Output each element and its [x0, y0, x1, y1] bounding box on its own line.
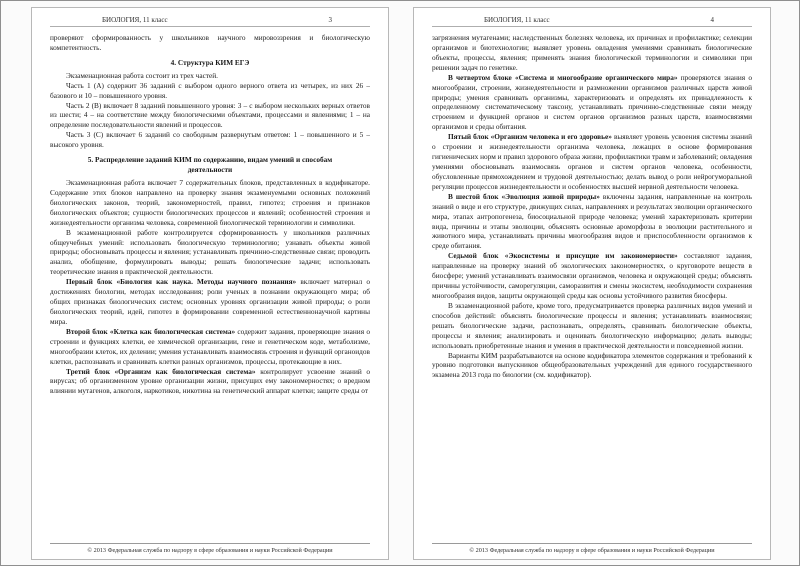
paragraph-lead: Второй блок «Клетка как биологическая система» [66, 326, 236, 336]
paragraph: В четвертом блоке «Система и многообразие органического мира» проверяются знания о многообразии, строении, жизнедеятельности и размножении организмов различных царств живой природы; умения сравнивать организмы, характеризовать и определять их принадлежность к определенному систематическому таксону, устанавливать причинно-следственные связи между строением и функцией органов и систем органов организмов разных царств, взаимосвязями организмов и среды обитания. [432, 72, 752, 132]
paragraph: Пятый блок «Организм человека и его здоровье» выявляет уровень усвоения системы знаний о строении и жизнедеятельности организма человека, лежащих в основе формирования гигиенических норм и правил здорового образа жизни, профилактики травм и заболеваний; овладения умениями обосновывать взаимосвязь органов и систем органов человека, особенности, обусловленные прямохождением и трудовой деятельностью; делать вывод о роли нейрогуморальной регуляции процессов жизнедеятельности и особенностях высшей нервной деятельности человека. [432, 132, 752, 191]
paragraph: Седьмой блок «Экосистемы и присущие им закономерности» составляют задания, направленные на проверку знаний об экологических закономерностях, о круговороте веществ в биосфере; умений устанавливать взаимосвязи организмов, человека и окружающей среды; объяснять причины устойчивости, саморегуляции, саморазвития и смены экосистем, необходимости сохранения многообразия видов, защиты окружающей среды как основы устойчивого развития биосферы. [432, 251, 752, 300]
paragraph-lead: Пятый блок «Организм человека и его здоровье» [448, 132, 612, 142]
paragraph-lead: Третий блок «Организм как биологическая система» [66, 366, 256, 376]
paragraph: Второй блок «Клетка как биологическая система» содержит задания, проверяющие знания о строении и функциях клетки, ее химической организации, гене и генетическом коде, метаболизме, многообразии клеток, их делении; умения устанавливать взаимосвязь строения и функций органоидов клетки, распознавать и сравнивать клетки разных организмов, процессы, протекающие в них. [50, 326, 370, 366]
paragraph: Экзаменационная работа состоит из трех частей. [66, 70, 218, 80]
paragraph: Часть 2 (В) включает 8 заданий повышенного уровня: 3 – с выбором нескольких верных ответов из шести; 4 – на соответствие между биологическими объектами, процессами и явлениями; 1 – на определение последовательности явлений и процессов. [50, 100, 370, 130]
paragraph: Третий блок «Организм как биологическая система» контролирует усвоение знаний о вирусах; об организменном уровне организации жизни, присущих ему закономерностях; о вредном влиянии мутагенов, алкоголя, наркотиков, никотина на генетический аппарат клетки; защите среды от [50, 366, 370, 396]
header-title: БИОЛОГИЯ, 11 класс [102, 16, 168, 24]
header-title: БИОЛОГИЯ, 11 класс [484, 16, 550, 24]
page-number: 4 [710, 16, 714, 24]
paragraph-lead: В шестой блок «Эволюция живой природы» [448, 191, 600, 201]
page-footer: © 2013 Федеральная служба по надзору в сфере образования и науки Российской Федерации [50, 543, 370, 554]
paragraph: В шестой блок «Эволюция живой природы» включены задания, направленные на контроль знаний о виде и его структуре, движущих силах, направлениях и результатах эволюции органического мира, этапах антропогенеза, биосоциальной природе человека; умений характеризовать критерии вида, причины и этапы эволюции, объяснять основные ароморфозы в эволюции растительного и животного мира, устанавливать причины многообразия видов и приспособленности организмов к среде обитания. [432, 191, 752, 251]
paragraph: В экзаменационной работе, кроме того, предусматривается проверка различных видов умений и способов действий: объяснять биологические процессы и явления; устанавливать взаимосвязи; решать биологические задачи, распознавать, определять, сравнивать биологические объекты, процессы и явления; анализировать и оценивать биологическую информацию; делать выводы; использовать приобретенные знания и умения в практической деятельности и повседневной жизни. [432, 300, 752, 350]
paragraph: Экзаменационная работа включает 7 содержательных блоков, представленных в кодификаторе. Содержание этих блоков направлено на проверку знания экзаменуемыми основных положений биологических законов, теорий, закономерностей, правил, гипотез; строения и признаков биологических объектов; сущности биологических процессов и явлений; особенностей строения и жизнедеятельности организма человека, современной биологической терминологии и символики. [50, 177, 370, 227]
paragraph: проверяют сформированность у школьников научного мировоззрения и биологическую компетентность. [50, 33, 370, 52]
paragraph: Варианты КИМ разрабатываются на основе кодификатора элементов содержания и требований к уровню подготовки выпускников общеобразовательных учреждений для единого государственного экзамена 2013 года по биологии (см. кодификатор). [432, 350, 752, 380]
page-footer: © 2013 Федеральная служба по надзору в сфере образования и науки Российской Федерации [432, 543, 752, 554]
paragraph: Часть 3 (С) включает 6 заданий со свободным развернутым ответом: 1 – повышенного и 5 – высокого уровня. [50, 130, 370, 150]
paragraph-lead: В четвертом блоке «Система и многообразие органического мира» [448, 72, 678, 82]
page-header [432, 16, 752, 27]
paragraph: В экзаменационной работе контролируется сформированность у школьников различных общеучебных умений: использовать биологическую терминологию; узнавать объекты живой природы; обосновывать процессы и явления; устанавливать причинно-следственные связи; проводить анализ, обобщение, формулировать выводы; решать биологические задачи; использовать теоретические знания в практической деятельности. [50, 227, 370, 277]
paragraph: Первый блок «Биология как наука. Методы научного познания» включает материал о достижениях биологии, методах исследования; роли ученых в познании окружающего мира; об общих признаках биологических систем; основных уровнях организации живой природы; о роли биологических теорий, идей, гипотез в формировании современной естественнонаучной картины мира. [50, 277, 370, 326]
paragraph-lead: Седьмой блок «Экосистемы и присущие им закономерности» [448, 251, 678, 261]
section-heading: 5. Распределение заданий КИМ по содержанию, видам умений и способам деятельности [87, 155, 333, 175]
page-left [31, 7, 389, 560]
paragraph-lead: Первый блок «Биология как наука. Методы научного познания» [66, 277, 297, 287]
page-content [50, 33, 370, 539]
section-heading: 4. Структура КИМ ЕГЭ [170, 57, 250, 67]
page-header [50, 16, 370, 27]
page-content [432, 33, 752, 539]
page-right [413, 7, 771, 560]
paragraph: Часть 1 (А) содержит 36 заданий с выбором одного верного ответа из четырех, из них 26 – базового и 10 – повышенного уровня. [50, 80, 370, 100]
paragraph: загрязнения мутагенами; наследственных болезнях человека, их причинах и профилактике; селекции организмов и биотехнологии; выявляет уровень овладения умениями сравнивать биологические объекты, процессы, явления; применять знания биологической терминологии и символики при решении задач по генетике. [432, 33, 752, 72]
page-number: 3 [328, 16, 332, 24]
